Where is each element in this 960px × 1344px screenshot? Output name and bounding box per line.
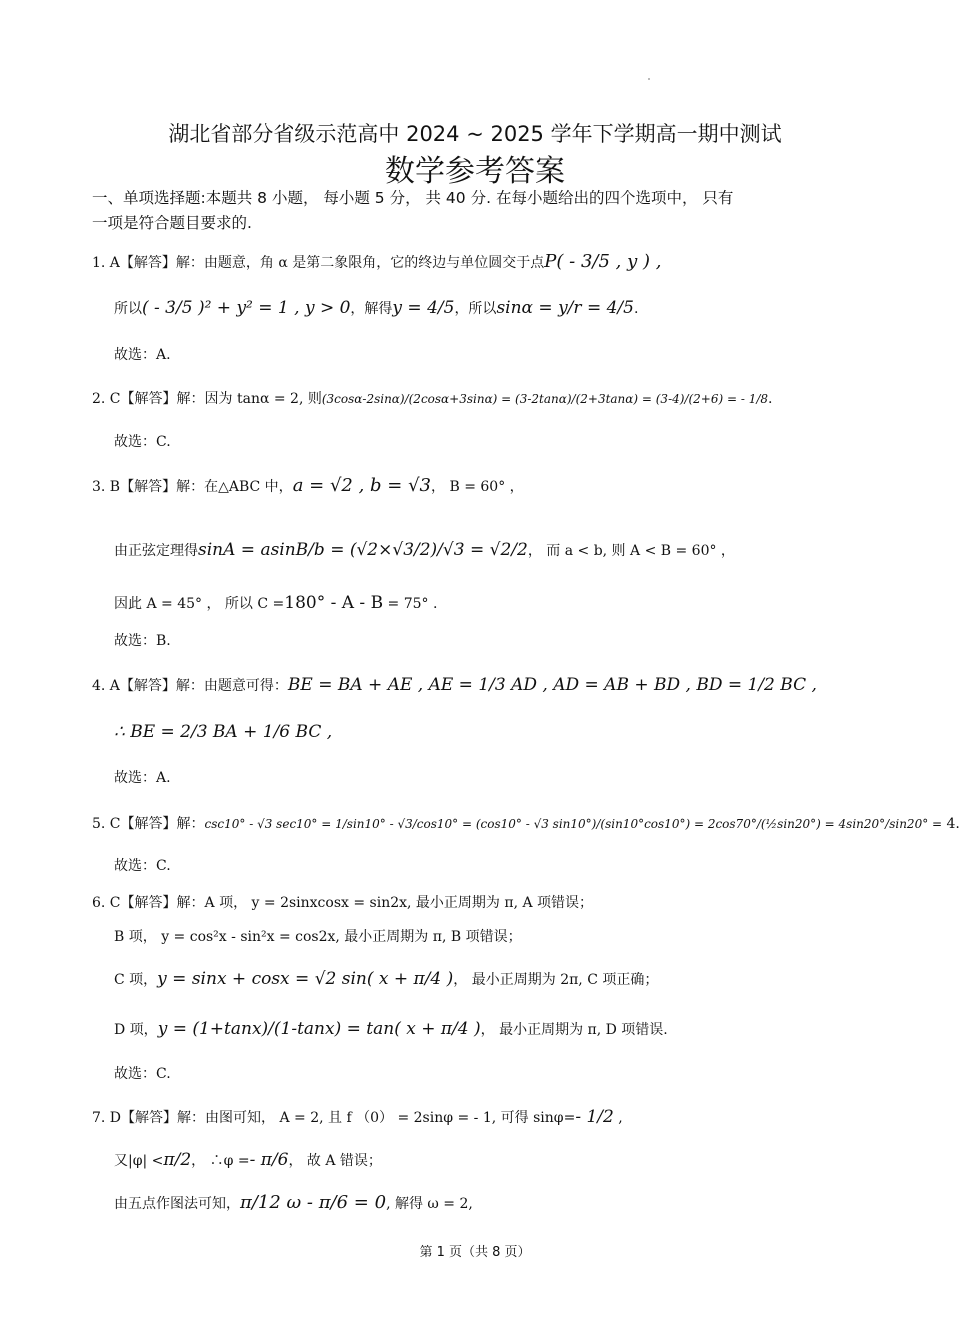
q1-l2a: 所以 xyxy=(114,301,142,317)
q6-line4 xyxy=(114,1019,668,1039)
q7-l3a: 由五点作图法可知， xyxy=(114,1196,240,1212)
q3-l2b: ， 而 a < b, 则 A < B = 60° ， xyxy=(527,543,735,559)
q6-l4m: y = (1+tanx)/(1-tanx) = tan( x + π/4 ) xyxy=(157,1019,481,1039)
q6-l3m: y = sinx + cosx = √2 sin( x + π/4 ) xyxy=(157,969,454,989)
q7-l3m: π/12 ω - π/6 = 0 xyxy=(240,1192,387,1213)
q3-l2m: sinA = asinB/b = (√2×√3/2)/√3 = √2/2 xyxy=(198,540,528,560)
q1-l2d: . xyxy=(633,301,639,317)
q3-line2 xyxy=(114,540,735,560)
q7-line2 xyxy=(114,1150,382,1170)
q2-answer: 故选：C. xyxy=(114,434,171,450)
q4-answer: 故选：A. xyxy=(114,770,171,786)
q6-l3a: C 项， xyxy=(114,972,158,988)
q1-l2m2: y = 4/5 xyxy=(392,298,455,318)
q3-head-text: 3. B【解答】解：在△ABC 中， xyxy=(92,479,293,495)
q7-l2m2: - π/6 xyxy=(249,1150,289,1170)
q3-l3m: 180° - A - B xyxy=(284,593,384,613)
q7-l2c: ， 故 A 错误； xyxy=(288,1153,382,1169)
section-heading-line1: 一、单项选择题:本题共 8 小题， 每小题 5 分， 共 40 分. 在每小题给出的四个选项中， 只有 xyxy=(92,189,734,207)
q1-head-text: 1. A【解答】解：由题意，角 α 是第二象限角，它的终边与单位圆交于点 xyxy=(92,255,545,271)
q7-line1 xyxy=(92,1107,623,1127)
q7-l1a: 7. D【解答】解：由图可知， A = 2, 且 f （0） = 2sinφ = - 1, 可得 sinφ= xyxy=(92,1110,576,1126)
page-title: 湖北省部分省级示范高中 2024 ~ 2025 学年下学期高一期中测试 xyxy=(168,122,782,146)
q4-l2: ∴ BE = 2/3 BA + 1/6 BC , xyxy=(114,722,333,742)
q6-line2: B 项， y = cos²x - sin²x = cos2x, 最小正周期为 π, B 项错误； xyxy=(114,929,522,945)
q7-l3b: , 解得 ω = 2, xyxy=(386,1196,473,1212)
q3-math: a = √2 , b = √3 xyxy=(292,475,432,496)
q6-l4b: ， 最小正周期为 π, D 项错误. xyxy=(480,1022,668,1038)
q4-head-text: 4. A【解答】解：由题意可得： xyxy=(92,678,288,694)
q6-l3b: ， 最小正周期为 2π, C 项正确； xyxy=(453,972,659,988)
q5-head-text: 5. C【解答】解： xyxy=(92,816,205,832)
q5-head xyxy=(92,813,960,833)
q2-math: (3cosα-2sinα)/(2cosα+3sinα) = (3-2tanα)/(2+3tanα) = (3-4)/(2+6) = - 1/8 xyxy=(321,392,769,406)
q3-head xyxy=(92,475,524,496)
q6-l4a: D 项， xyxy=(114,1022,158,1038)
q1-l2c: ，所以 xyxy=(454,301,497,317)
q5-answer: 故选：C. xyxy=(114,858,171,874)
scan-speck xyxy=(648,78,650,80)
q7-l2b: ， ∴φ = xyxy=(191,1153,250,1169)
q7-l2a: 又|φ| < xyxy=(114,1153,164,1169)
q3-l3a: 因此 A = 45° ， 所以 C = xyxy=(114,596,285,612)
q1-l2m1: ( - 3/5 )² + y² = 1 , y > 0 xyxy=(142,298,351,318)
q1-l2m3: sinα = y/r = 4/5 xyxy=(496,298,634,318)
q7-line3 xyxy=(114,1192,473,1213)
section-heading-line2: 一项是符合题目要求的. xyxy=(92,214,252,232)
q1-l2b: ，解得 xyxy=(350,301,393,317)
q4-math: BE = BA + AE , AE = 1/3 AD , AD = AB + BD , BD = 1/2 BC , xyxy=(287,675,817,695)
q3-line3 xyxy=(114,593,437,613)
q2-tail: . xyxy=(768,391,773,407)
q1-answer: 故选：A. xyxy=(114,347,171,363)
page-footer: 第 1 页（共 8 页） xyxy=(419,1245,531,1260)
q1-head xyxy=(92,251,661,272)
q3-l3b: = 75° . xyxy=(383,596,438,612)
page-subtitle: 数学参考答案 xyxy=(385,154,565,189)
q7-l1b: , xyxy=(613,1110,623,1126)
q3-t1: ， B = 60° ， xyxy=(431,479,524,495)
q7-l2m1: π/2 xyxy=(163,1150,192,1170)
q4-head xyxy=(92,675,817,695)
q6-line3 xyxy=(114,969,658,989)
q5-math: csc10° - √3 sec10° = 1/sin10° - √3/cos10° = (cos10° - √3 sin10°)/(sin10°cos10°) = 2cos70°/(½sin20°) = 4sin20°/sin20° = xyxy=(204,817,943,831)
q2-head xyxy=(92,388,773,408)
q3-answer: 故选：B. xyxy=(114,633,171,649)
q4-line2 xyxy=(114,722,332,742)
q5-tail: 4. xyxy=(942,816,960,832)
q1-line2 xyxy=(114,298,638,318)
q7-l1m: - 1/2 xyxy=(575,1107,614,1127)
q2-head-text: 2. C【解答】解：因为 tanα = 2, 则 xyxy=(92,391,322,407)
q3-l2a: 由正弦定理得 xyxy=(114,543,198,559)
q6-line1: 6. C【解答】解：A 项， y = 2sinxcosx = sin2x, 最小正周期为 π, A 项错误； xyxy=(92,895,594,911)
q6-answer: 故选：C. xyxy=(114,1066,171,1082)
q1-head-math: P( - 3/5 , y ) , xyxy=(544,251,662,272)
